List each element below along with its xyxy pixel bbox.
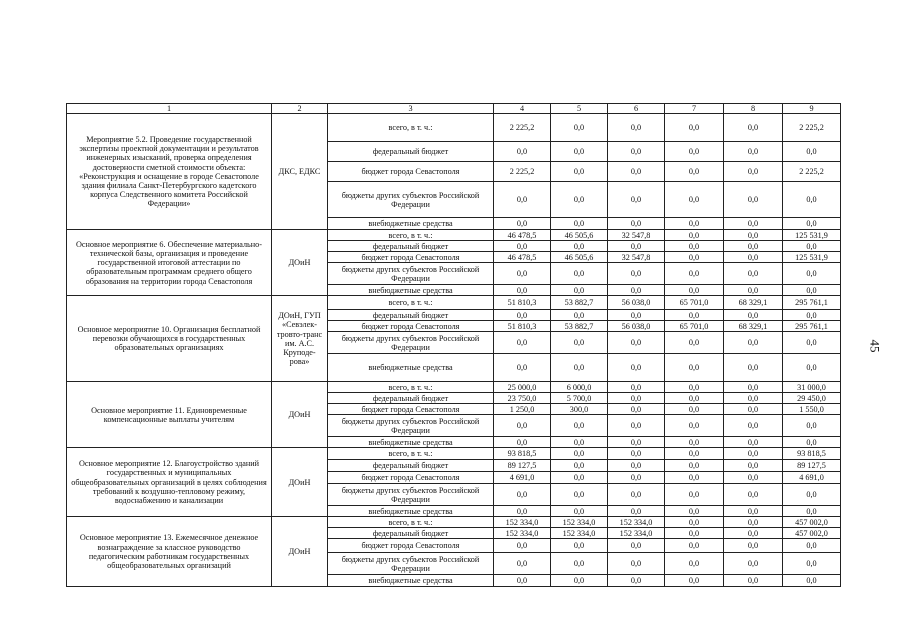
activity-cell: Основное мероприятие 10. Организация бесплатной перевозки обучающихся в государственных образовательных организациях (67, 296, 272, 382)
funding-source-cell: бюджеты других субъектов Российской Федерации (328, 332, 494, 354)
value-cell: 1 250,0 (494, 404, 551, 415)
value-cell: 0,0 (665, 241, 724, 252)
funding-source-cell: федеральный бюджет (328, 528, 494, 539)
value-cell: 0,0 (665, 114, 724, 142)
value-cell: 56 038,0 (608, 296, 665, 310)
funding-source-cell: всего, в т. ч.: (328, 230, 494, 241)
value-cell: 0,0 (551, 354, 608, 382)
value-cell: 0,0 (608, 460, 665, 472)
table-row (67, 230, 841, 241)
funding-source-cell: всего, в т. ч.: (328, 382, 494, 393)
value-cell: 0,0 (783, 575, 841, 587)
value-cell: 457 002,0 (783, 528, 841, 539)
value-cell: 0,0 (665, 182, 724, 218)
value-cell: 0,0 (608, 437, 665, 448)
value-cell: 0,0 (783, 142, 841, 162)
value-cell: 0,0 (551, 114, 608, 142)
value-cell: 0,0 (724, 114, 783, 142)
budget-table (66, 103, 841, 587)
value-cell: 0,0 (551, 472, 608, 484)
value-cell: 0,0 (551, 575, 608, 587)
value-cell: 0,0 (608, 382, 665, 393)
value-cell: 0,0 (608, 393, 665, 404)
funding-source-cell: бюджет города Севастополя (328, 472, 494, 484)
table-row (67, 114, 841, 142)
value-cell: 0,0 (494, 415, 551, 437)
funding-source-cell: внебюджетные средства (328, 285, 494, 296)
activity-cell: Основное мероприятие 13. Ежемесячное денежное вознаграждение за классное руководство педагогическим работникам государственных общеобразовательных организаций (67, 517, 272, 587)
value-cell: 4 691,0 (783, 472, 841, 484)
value-cell: 0,0 (608, 354, 665, 382)
value-cell: 0,0 (494, 575, 551, 587)
value-cell: 1 550,0 (783, 404, 841, 415)
value-cell: 152 334,0 (494, 528, 551, 539)
value-cell: 0,0 (551, 285, 608, 296)
value-cell: 0,0 (665, 393, 724, 404)
value-cell: 295 761,1 (783, 321, 841, 332)
funding-source-cell: бюджет города Севастополя (328, 539, 494, 553)
value-cell: 0,0 (551, 332, 608, 354)
funding-source-cell: бюджеты других субъектов Российской Федерации (328, 263, 494, 285)
value-cell: 152 334,0 (494, 517, 551, 528)
value-cell: 0,0 (783, 553, 841, 575)
value-cell: 0,0 (608, 448, 665, 460)
table-row (67, 382, 841, 393)
value-cell: 0,0 (665, 539, 724, 553)
value-cell: 457 002,0 (783, 517, 841, 528)
value-cell: 0,0 (608, 263, 665, 285)
value-cell: 89 127,5 (783, 460, 841, 472)
value-cell: 0,0 (724, 575, 783, 587)
executor-cell: ДОиН (272, 382, 328, 448)
value-cell: 0,0 (724, 218, 783, 230)
value-cell: 56 038,0 (608, 321, 665, 332)
value-cell: 0,0 (724, 484, 783, 506)
value-cell: 0,0 (783, 539, 841, 553)
value-cell: 0,0 (665, 460, 724, 472)
value-cell: 0,0 (665, 252, 724, 263)
value-cell: 0,0 (724, 252, 783, 263)
value-cell: 2 225,2 (494, 162, 551, 182)
value-cell: 0,0 (608, 472, 665, 484)
value-cell: 152 334,0 (551, 528, 608, 539)
value-cell: 0,0 (665, 354, 724, 382)
value-cell: 0,0 (608, 332, 665, 354)
value-cell: 0,0 (724, 285, 783, 296)
value-cell: 0,0 (494, 263, 551, 285)
value-cell: 0,0 (494, 354, 551, 382)
header-cell: 1 (67, 104, 272, 114)
value-cell: 0,0 (665, 218, 724, 230)
funding-source-cell: всего, в т. ч.: (328, 296, 494, 310)
value-cell: 0,0 (608, 539, 665, 553)
value-cell: 0,0 (494, 437, 551, 448)
value-cell: 0,0 (494, 539, 551, 553)
funding-source-cell: бюджет города Севастополя (328, 252, 494, 263)
funding-source-cell: внебюджетные средства (328, 575, 494, 587)
value-cell: 0,0 (724, 354, 783, 382)
value-cell: 0,0 (494, 332, 551, 354)
value-cell: 0,0 (608, 162, 665, 182)
header-cell: 2 (272, 104, 328, 114)
header-cell: 4 (494, 104, 551, 114)
funding-source-cell: бюджет города Севастополя (328, 321, 494, 332)
value-cell: 0,0 (665, 506, 724, 517)
funding-source-cell: бюджеты других субъектов Российской Федерации (328, 553, 494, 575)
value-cell: 0,0 (494, 506, 551, 517)
funding-source-cell: бюджет города Севастополя (328, 162, 494, 182)
value-cell: 0,0 (665, 263, 724, 285)
value-cell: 0,0 (665, 162, 724, 182)
value-cell: 89 127,5 (494, 460, 551, 472)
value-cell: 51 810,3 (494, 321, 551, 332)
value-cell: 0,0 (551, 437, 608, 448)
value-cell: 295 761,1 (783, 296, 841, 310)
value-cell: 0,0 (724, 162, 783, 182)
funding-source-cell: всего, в т. ч.: (328, 114, 494, 142)
value-cell: 0,0 (724, 553, 783, 575)
value-cell: 0,0 (551, 241, 608, 252)
value-cell: 46 505,6 (551, 252, 608, 263)
value-cell: 68 329,1 (724, 321, 783, 332)
activity-cell: Основное мероприятие 6. Обеспечение материально-технической базы, организация и проведение государственной итоговой аттестации по образовательным программам среднего общего образования на территории города Севастополя (67, 230, 272, 296)
value-cell: 0,0 (783, 506, 841, 517)
value-cell: 23 750,0 (494, 393, 551, 404)
table-row (67, 296, 841, 310)
value-cell: 0,0 (724, 310, 783, 321)
value-cell: 0,0 (551, 142, 608, 162)
value-cell: 0,0 (665, 230, 724, 241)
value-cell: 0,0 (724, 415, 783, 437)
value-cell: 152 334,0 (551, 517, 608, 528)
value-cell: 0,0 (665, 285, 724, 296)
funding-source-cell: внебюджетные средства (328, 218, 494, 230)
value-cell: 0,0 (608, 114, 665, 142)
value-cell: 300,0 (551, 404, 608, 415)
value-cell: 46 505,6 (551, 230, 608, 241)
value-cell: 6 000,0 (551, 382, 608, 393)
executor-cell: ДОиН (272, 230, 328, 296)
value-cell: 0,0 (783, 263, 841, 285)
funding-source-cell: внебюджетные средства (328, 506, 494, 517)
header-cell: 3 (328, 104, 494, 114)
value-cell: 0,0 (608, 484, 665, 506)
value-cell: 0,0 (665, 437, 724, 448)
value-cell: 0,0 (783, 182, 841, 218)
executor-cell: ДОиН, ГУП «Севэлек-тровто-транс им. А.С. Круподе-рова» (272, 296, 328, 382)
value-cell: 0,0 (494, 241, 551, 252)
value-cell: 0,0 (494, 142, 551, 162)
value-cell: 0,0 (783, 484, 841, 506)
value-cell: 0,0 (665, 517, 724, 528)
value-cell: 0,0 (783, 241, 841, 252)
value-cell: 0,0 (608, 241, 665, 252)
funding-source-cell: всего, в т. ч.: (328, 448, 494, 460)
value-cell: 0,0 (665, 382, 724, 393)
value-cell: 65 701,0 (665, 321, 724, 332)
value-cell: 0,0 (494, 310, 551, 321)
value-cell: 0,0 (551, 539, 608, 553)
value-cell: 0,0 (551, 162, 608, 182)
value-cell: 0,0 (608, 142, 665, 162)
value-cell: 0,0 (551, 506, 608, 517)
value-cell: 2 225,2 (494, 114, 551, 142)
value-cell: 0,0 (665, 142, 724, 162)
value-cell: 0,0 (724, 528, 783, 539)
value-cell: 0,0 (665, 553, 724, 575)
table-row (67, 448, 841, 460)
value-cell: 0,0 (494, 218, 551, 230)
value-cell: 0,0 (551, 263, 608, 285)
value-cell: 0,0 (724, 448, 783, 460)
executor-cell: ДОиН (272, 448, 328, 517)
value-cell: 53 882,7 (551, 321, 608, 332)
funding-source-cell: федеральный бюджет (328, 241, 494, 252)
value-cell: 0,0 (724, 332, 783, 354)
value-cell: 0,0 (551, 218, 608, 230)
value-cell: 0,0 (608, 310, 665, 321)
value-cell: 0,0 (551, 182, 608, 218)
value-cell: 125 531,9 (783, 252, 841, 263)
value-cell: 0,0 (494, 285, 551, 296)
value-cell: 0,0 (783, 332, 841, 354)
value-cell: 29 450,0 (783, 393, 841, 404)
value-cell: 0,0 (551, 448, 608, 460)
value-cell: 0,0 (783, 415, 841, 437)
value-cell: 0,0 (551, 415, 608, 437)
activity-cell: Мероприятие 5.2. Проведение государственной экспертизы проектной документации и результатов инженерных изысканий, проверка определения достоверности сметной стоимости объекта: «Реконструкция и оснащение в городе Севастополе здания филиала Санкт-Петербургского кадетского корпуса Следственного комитета Российской Федерации» (67, 114, 272, 230)
funding-source-cell: бюджеты других субъектов Российской Федерации (328, 484, 494, 506)
value-cell: 0,0 (724, 517, 783, 528)
value-cell: 5 700,0 (551, 393, 608, 404)
value-cell: 0,0 (783, 218, 841, 230)
value-cell: 0,0 (608, 575, 665, 587)
value-cell: 0,0 (724, 472, 783, 484)
header-cell: 7 (665, 104, 724, 114)
value-cell: 0,0 (665, 472, 724, 484)
value-cell: 0,0 (724, 382, 783, 393)
activity-cell: Основное мероприятие 11. Единовременные компенсационные выплаты учителям (67, 382, 272, 448)
value-cell: 0,0 (724, 539, 783, 553)
value-cell: 152 334,0 (608, 528, 665, 539)
value-cell: 0,0 (551, 310, 608, 321)
value-cell: 0,0 (608, 553, 665, 575)
value-cell: 2 225,2 (783, 114, 841, 142)
header-row (67, 104, 841, 114)
value-cell: 0,0 (665, 484, 724, 506)
value-cell: 2 225,2 (783, 162, 841, 182)
value-cell: 0,0 (783, 310, 841, 321)
value-cell: 0,0 (724, 142, 783, 162)
value-cell: 65 701,0 (665, 296, 724, 310)
value-cell: 0,0 (608, 415, 665, 437)
table-body (67, 114, 841, 587)
value-cell: 0,0 (608, 506, 665, 517)
funding-source-cell: бюджеты других субъектов Российской Федерации (328, 415, 494, 437)
header-cell: 6 (608, 104, 665, 114)
value-cell: 0,0 (551, 460, 608, 472)
header-cell: 5 (551, 104, 608, 114)
value-cell: 0,0 (783, 437, 841, 448)
value-cell: 0,0 (724, 460, 783, 472)
value-cell: 25 000,0 (494, 382, 551, 393)
value-cell: 0,0 (665, 448, 724, 460)
value-cell: 0,0 (665, 528, 724, 539)
value-cell: 0,0 (724, 241, 783, 252)
value-cell: 152 334,0 (608, 517, 665, 528)
header-cell: 9 (783, 104, 841, 114)
value-cell: 0,0 (724, 506, 783, 517)
value-cell: 0,0 (551, 553, 608, 575)
value-cell: 0,0 (608, 182, 665, 218)
funding-source-cell: всего, в т. ч.: (328, 517, 494, 528)
value-cell: 0,0 (724, 182, 783, 218)
value-cell: 0,0 (665, 404, 724, 415)
value-cell: 0,0 (724, 230, 783, 241)
value-cell: 68 329,1 (724, 296, 783, 310)
value-cell: 0,0 (665, 575, 724, 587)
value-cell: 46 478,5 (494, 252, 551, 263)
funding-source-cell: федеральный бюджет (328, 393, 494, 404)
value-cell: 0,0 (494, 182, 551, 218)
value-cell: 0,0 (494, 484, 551, 506)
value-cell: 0,0 (608, 404, 665, 415)
value-cell: 0,0 (724, 437, 783, 448)
value-cell: 0,0 (724, 393, 783, 404)
executor-cell: ДОиН (272, 517, 328, 587)
header-cell: 8 (724, 104, 783, 114)
value-cell: 53 882,7 (551, 296, 608, 310)
funding-source-cell: внебюджетные средства (328, 354, 494, 382)
funding-source-cell: внебюджетные средства (328, 437, 494, 448)
funding-source-cell: федеральный бюджет (328, 460, 494, 472)
value-cell: 93 818,5 (494, 448, 551, 460)
funding-source-cell: бюджеты других субъектов Российской Федерации (328, 182, 494, 218)
value-cell: 32 547,8 (608, 252, 665, 263)
value-cell: 0,0 (494, 553, 551, 575)
value-cell: 4 691,0 (494, 472, 551, 484)
executor-cell: ДКС, ЕДКС (272, 114, 328, 230)
value-cell: 0,0 (608, 285, 665, 296)
page-number: 45 (867, 339, 883, 353)
value-cell: 93 818,5 (783, 448, 841, 460)
value-cell: 125 531,9 (783, 230, 841, 241)
value-cell: 0,0 (665, 332, 724, 354)
value-cell: 0,0 (783, 285, 841, 296)
funding-source-cell: бюджет города Севастополя (328, 404, 494, 415)
value-cell: 0,0 (724, 404, 783, 415)
activity-cell: Основное мероприятие 12. Благоустройство зданий государственных и муниципальных общеобразовательных организаций в целях соблюдения требований к воздушно-тепловому режиму, водоснабжению и канализации (67, 448, 272, 517)
funding-source-cell: федеральный бюджет (328, 310, 494, 321)
value-cell: 0,0 (551, 484, 608, 506)
value-cell: 0,0 (665, 415, 724, 437)
value-cell: 32 547,8 (608, 230, 665, 241)
value-cell: 46 478,5 (494, 230, 551, 241)
value-cell: 0,0 (608, 218, 665, 230)
value-cell: 31 000,0 (783, 382, 841, 393)
table-row (67, 517, 841, 528)
funding-source-cell: федеральный бюджет (328, 142, 494, 162)
value-cell: 0,0 (724, 263, 783, 285)
value-cell: 0,0 (783, 354, 841, 382)
value-cell: 0,0 (665, 310, 724, 321)
value-cell: 51 810,3 (494, 296, 551, 310)
